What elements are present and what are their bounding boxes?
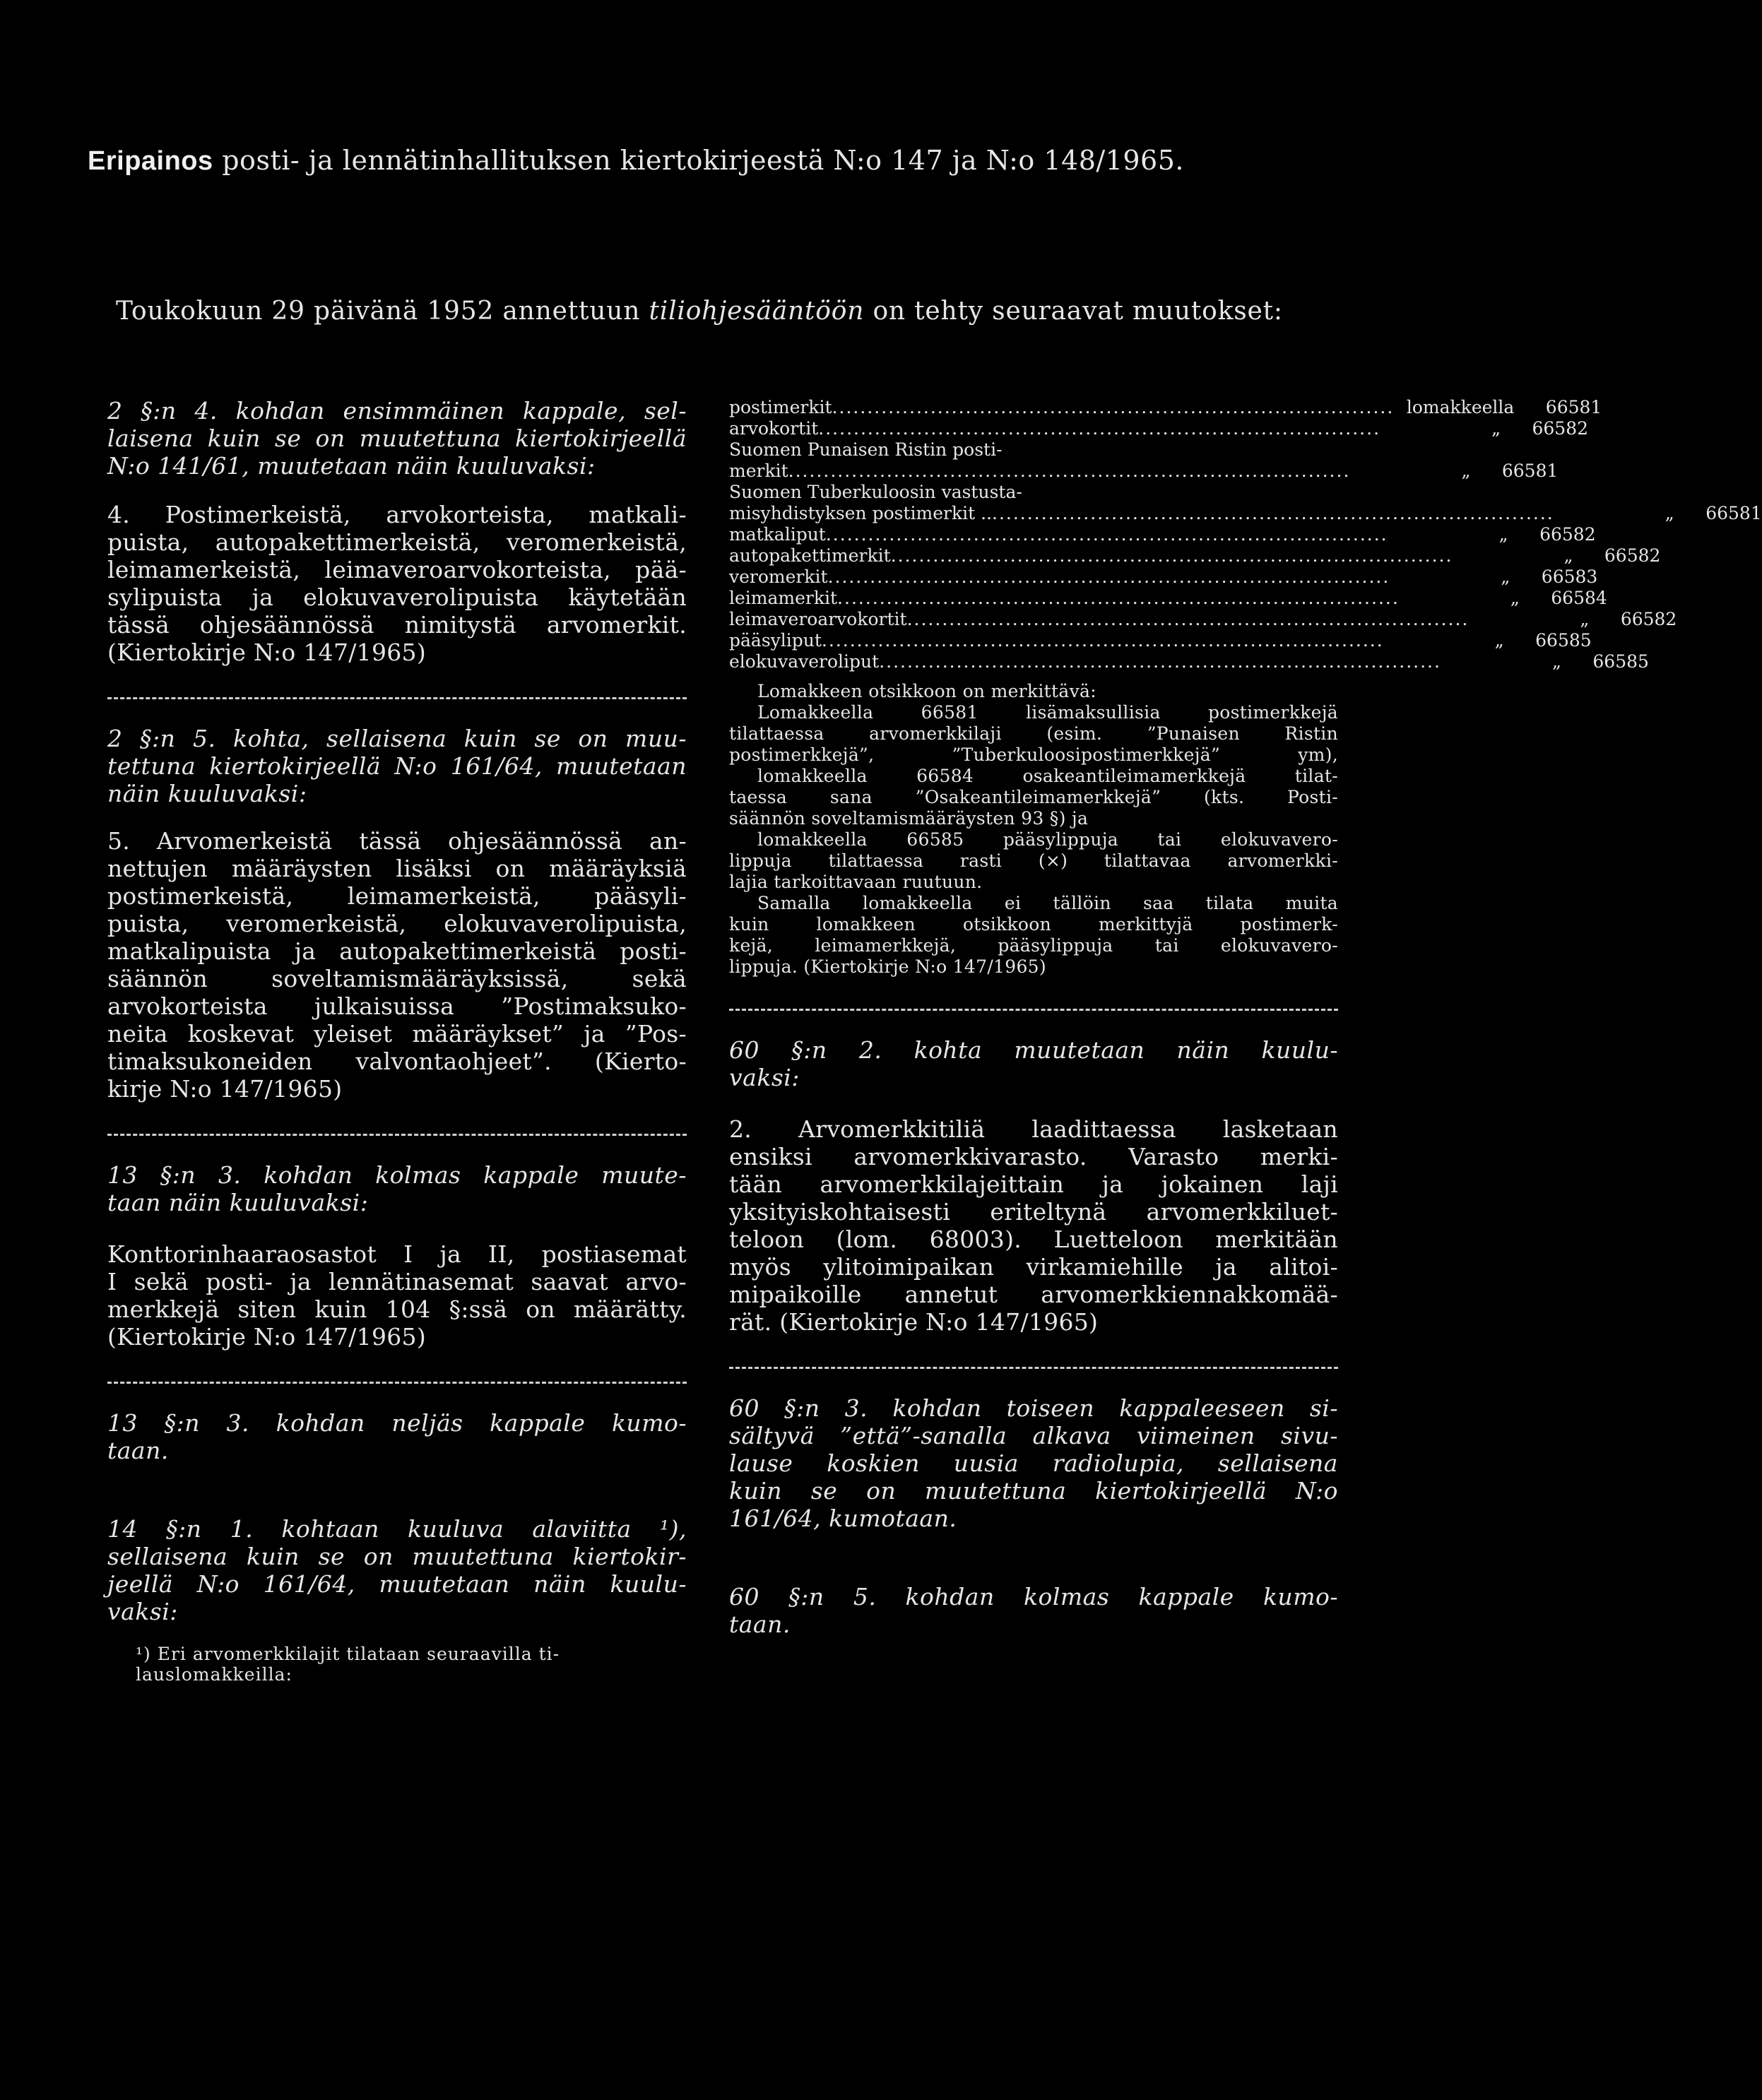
section-body: 4. Postimerkeistä, arvokorteista, matkali- puista, autopakettimerkeistä, veromerkeistä, leimamerkeistä, leimaveroarvokorteista, pää- sylipuista ja elokuvaverolipuista käytetään tässä ohjesäännössä nimitystä arvomerkit. (Kiertokirje N:o 147/1965) — [107, 501, 687, 666]
dot-leader: ................................................................................ — [821, 630, 1384, 651]
section-heading: 2 §:n 5. kohta, sellaisena kuin se on muu- tettuna kiertokirjeellä N:o 161/64, muutetaan näin kuuluvaksi: — [107, 725, 687, 807]
stamp-type-label: arvokortit — [729, 418, 819, 439]
dot-leader: ................................................................................ — [818, 418, 1381, 439]
stamp-type-label: leimaveroarvokortit — [729, 609, 907, 629]
section-divider — [729, 1009, 1338, 1011]
form-label: „ — [1461, 461, 1471, 481]
header-bold: Eripainos — [88, 146, 213, 176]
section-heading: 13 §:n 3. kohdan kolmas kappale muute- taan näin kuuluvaksi: — [107, 1161, 687, 1216]
form-number: 66582 — [1532, 418, 1589, 439]
dot-leader: ................................................................................ — [825, 524, 1388, 545]
right-column — [729, 397, 1762, 1638]
form-label: „ — [1501, 566, 1510, 587]
stamp-type-label: autopakettimerkit — [729, 545, 891, 566]
section-divider — [729, 1367, 1338, 1369]
table-row — [729, 524, 1596, 545]
form-number: 66584 — [1551, 588, 1607, 608]
section-heading: 60 §:n 5. kohdan kolmas kappale kumo- taan. — [729, 1583, 1338, 1638]
dot-leader: ................................................................................ — [879, 651, 1441, 672]
form-label: „ — [1510, 588, 1520, 608]
form-label: „ — [1494, 630, 1504, 651]
form-number: 66582 — [1620, 609, 1677, 629]
stamp-type-label: leimamerkit — [729, 588, 838, 608]
stamp-type-label: Suomen Punaisen Ristin posti- — [729, 439, 1003, 460]
stamp-type-label: Suomen Tuberkuloosin vastusta- — [729, 482, 1022, 502]
section-heading: 13 §:n 3. kohdan neljäs kappale kumo- taan. — [107, 1409, 687, 1464]
table-row — [729, 609, 1677, 630]
stamp-type-label: postimerkit — [729, 397, 832, 417]
section-body: Konttorinhaaraosastot I ja II, postiasemat I sekä posti- ja lennätinasemat saavat arvo- merkkejä siten kuin 104 §:ssä on määrätty. (Kiertokirje N:o 147/1965) — [107, 1240, 687, 1351]
form-instructions: Lomakkeen otsikkoon on merkittävä: Lomakkeella 66581 lisämaksullisia postimerkkejä tilattaessa arvomerkkilaji (esim. ”Punaisen Ristin postimerkkejä”, ”Tuberkuloosipostimerkkejä” ym), lomakkeella 66584 osakeantileimamerkkejä tilat- taessa sana ”Osakeantileimamerkkejä” (kts. Posti- säännön soveltamismääräysten 93 §) ja lomakkeella 66585 pääsylippuja tai elokuvavero- lippuja tilattaessa rasti (×) tilattavaa arvomerkki- lajia tarkoittavaan ruutuun. Samalla lomakkeella ei tällöin saa tilata muita kuin lomakkeen otsikkoon merkittyjä postimerk- kejä, leimamerkkejä, pääsylippuja tai elokuvavero- lippuja. (Kiertokirje N:o 147/1965) — [729, 681, 1338, 977]
form-number: 66585 — [1592, 651, 1649, 672]
form-number: 66582 — [1604, 545, 1661, 566]
footnote: ¹) Eri arvomerkkilajit tilataan seuraavilla ti- lauslomakkeilla: — [136, 1644, 560, 1685]
form-number: 66581 — [1501, 461, 1559, 481]
section-body: 5. Arvomerkeistä tässä ohjesäännössä an- nettujen määräysten lisäksi on määräyksiä postimerkeistä, leimamerkeistä, pääsyli- puista, veromerkeistä, elokuvaverolipuista, matkalipuista ja autopakettimerkeistä posti- säännön soveltamismääräyksissä, sekä arvokorteista julkaisuissa ”Postimaksuko- neita koskevat yleiset määräykset” ja ”Pos- timaksukoneiden valvontaohjeet”. (Kierto- kirje N:o 147/1965) — [107, 827, 687, 1103]
table-row — [729, 630, 1592, 651]
form-label: „ — [1551, 651, 1561, 672]
intro-line — [116, 297, 1283, 326]
table-row — [729, 482, 1338, 503]
section-divider — [107, 1382, 687, 1384]
table-row — [729, 503, 1762, 524]
form-number: 66585 — [1535, 630, 1592, 651]
order-form-table — [729, 397, 1762, 672]
dot-leader: ................................................................................ — [992, 503, 1554, 523]
header-text: posti- ja lennätinhallituksen kiertokirjeestä N:o 147 ja N:o 148/1965. — [213, 145, 1184, 176]
dot-leader: ................................................................................ — [827, 566, 1390, 587]
form-label: „ — [1491, 418, 1501, 439]
stamp-type-label: elokuvaveroliput — [729, 651, 880, 672]
section-body: 2. Arvomerkkitiliä laadittaessa lasketaan ensiksi arvomerkkivarasto. Varasto merki- tään arvomerkkilajeittain ja jokainen laji yksityiskohtaisesti eriteltynä arvomerkkiluet- teloon (lom. 68003). Luetteloon merkitään myös ylitoimipaikan virkamiehille ja alitoi- mipaikoille annetut arvomerkkiennakkomää- rät. (Kiertokirje N:o 147/1965) — [729, 1115, 1338, 1336]
form-label: lomakkeella — [1406, 397, 1515, 417]
section-heading: 2 §:n 4. kohdan ensimmäinen kappale, sel- laisena kuin se on muutettuna kiertokirjeellä N:o 141/61, muutetaan näin kuuluvaksi: — [107, 397, 687, 480]
dot-leader: ................................................................................ — [890, 545, 1453, 566]
form-label: „ — [1563, 545, 1573, 566]
form-label: „ — [1665, 503, 1674, 523]
table-row — [729, 439, 1338, 461]
dot-leader: ................................................................................ — [906, 609, 1470, 629]
form-number: 66581 — [1705, 503, 1762, 523]
form-label: „ — [1498, 524, 1508, 545]
form-label: „ — [1580, 609, 1590, 629]
table-row — [729, 461, 1559, 482]
table-row — [729, 397, 1602, 418]
section-heading: 14 §:n 1. kohtaan kuuluva alaviitta ¹), sellaisena kuin se on muutettuna kiertokir- jeellä N:o 161/64, muutetaan näin kuulu- vaksi: — [107, 1515, 687, 1625]
stamp-type-label: merkit — [729, 461, 788, 481]
reprint-header — [88, 145, 1184, 177]
intro-italic: tiliohjesääntöön — [649, 297, 865, 326]
table-row — [729, 588, 1607, 609]
dot-leader: ................................................................................ — [832, 397, 1395, 417]
stamp-type-label: misyhdistyksen postimerkit .. — [729, 503, 992, 523]
stamp-type-label: pääsyliput — [729, 630, 822, 651]
section-divider — [107, 1134, 687, 1136]
stamp-type-label: matkaliput — [729, 524, 826, 545]
form-number: 66581 — [1545, 397, 1602, 417]
section-divider — [107, 697, 687, 699]
section-heading: 60 §:n 3. kohdan toiseen kappaleeseen si- sältyvä ”että”-sanalla alkava viimeinen sivu- lause koskien uusia radiolupia, sellaisena kuin se on muutettuna kiertokirjeellä N:o 161/64, kumotaan. — [729, 1394, 1338, 1532]
intro-post: on tehty seuraavat muutokset: — [864, 297, 1283, 326]
form-number: 66583 — [1541, 566, 1598, 587]
table-row — [729, 545, 1661, 566]
table-row — [729, 566, 1598, 588]
section-heading: 60 §:n 2. kohta muutetaan näin kuulu- vaksi: — [729, 1036, 1338, 1091]
form-number: 66582 — [1539, 524, 1596, 545]
table-row — [729, 418, 1589, 439]
table-row — [729, 651, 1649, 672]
dot-leader: ................................................................................ — [788, 461, 1351, 481]
stamp-type-label: veromerkit — [729, 566, 828, 587]
intro-pre: Toukokuun 29 päivänä 1952 annettuun — [116, 297, 649, 326]
left-column — [107, 397, 687, 1685]
dot-leader: ................................................................................ — [837, 588, 1400, 608]
